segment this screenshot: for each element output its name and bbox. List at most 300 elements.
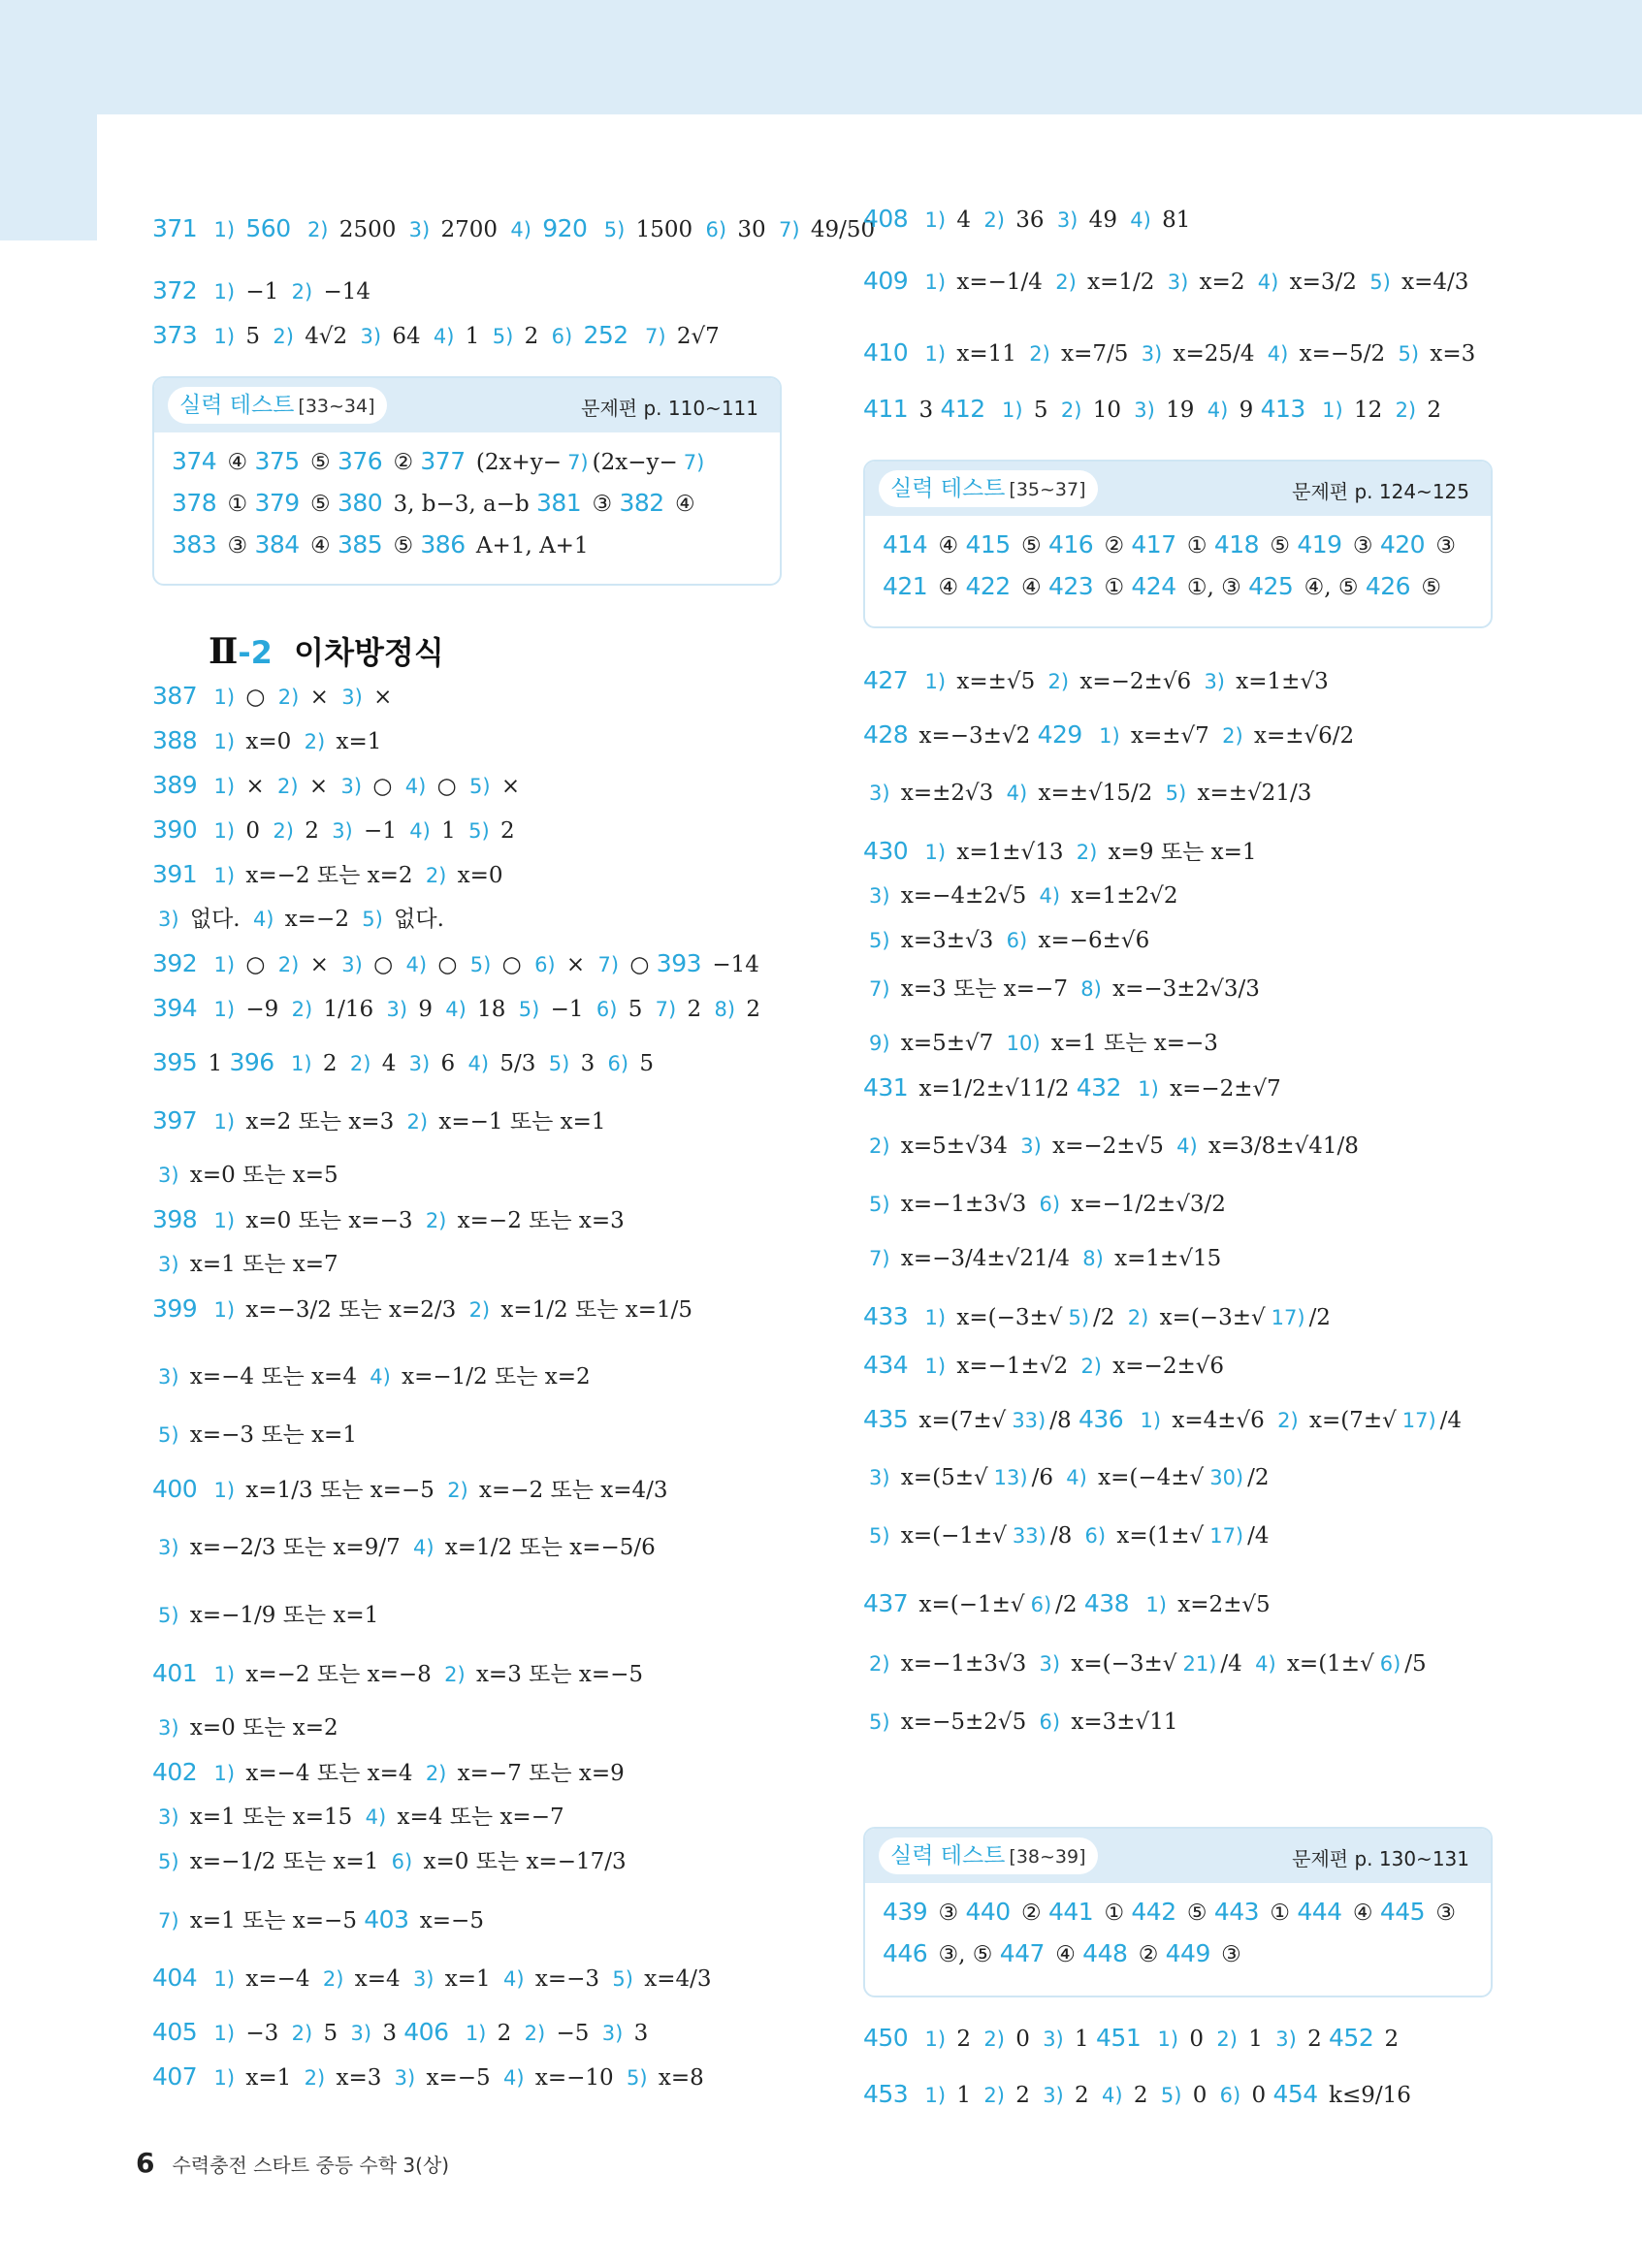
sub-label: 5) xyxy=(626,2066,648,2090)
problem-number: 409 xyxy=(863,267,909,295)
problem-number: 444 xyxy=(1297,1898,1342,1926)
skill-test-box-35-37 xyxy=(863,460,1493,628)
answer-text: 2 xyxy=(1420,398,1442,423)
answer-text: ② xyxy=(1097,533,1132,559)
sub-label: 2) xyxy=(1395,399,1417,422)
answer-text xyxy=(1086,723,1093,749)
answer-text: 5 xyxy=(632,1051,655,1076)
problem-number: 397 xyxy=(152,1106,198,1134)
sub-label: 4) xyxy=(1176,1134,1198,1158)
answer-text: ⑤ xyxy=(1014,533,1048,559)
answer-text: ○ xyxy=(239,952,273,977)
answer-text: 0 xyxy=(239,818,268,844)
answer-line xyxy=(152,1162,338,1189)
problem-number: 412 xyxy=(940,395,985,423)
answer-text: /4 xyxy=(1247,1523,1270,1549)
sub-label: 7) xyxy=(158,1909,179,1933)
answer-text: x=5±√7 xyxy=(893,1031,1001,1056)
sub-label: 1) xyxy=(213,864,236,887)
answer-text: 2 xyxy=(950,2027,979,2052)
answer-text: x=1±2√2 xyxy=(1064,883,1178,909)
answer-text xyxy=(201,1761,208,1786)
answer-text: ③ xyxy=(1345,533,1380,559)
answer-line xyxy=(863,721,1354,750)
answer-text: 3 xyxy=(627,2021,649,2046)
sub-label: 2) xyxy=(468,1298,491,1322)
answer-line xyxy=(172,531,589,559)
answer-text: x=1±√15 xyxy=(1107,1246,1222,1271)
sub-label: 2) xyxy=(277,686,300,709)
answer-text: −1 xyxy=(239,279,286,304)
answer-text: 2700 xyxy=(434,217,505,242)
answer-line xyxy=(863,2081,1411,2109)
answer-text: ② xyxy=(1131,1942,1166,1967)
answer-text: ○ xyxy=(366,952,401,977)
answer-text: x=−4 또는 x=4 xyxy=(182,1364,365,1390)
sub-label: 3) xyxy=(1134,399,1155,422)
problem-number: 451 xyxy=(1096,2024,1142,2052)
answer-text: 2 xyxy=(493,818,515,844)
problem-number: 377 xyxy=(420,447,466,475)
problem-number: 440 xyxy=(965,1898,1011,1926)
sub-label: 3) xyxy=(408,218,431,241)
sub-label: 5) xyxy=(603,218,626,241)
sub-label: 3) xyxy=(1141,342,1163,366)
answer-text: x=−1 또는 x=1 xyxy=(432,1109,606,1134)
answer-text: ③ xyxy=(931,1901,966,1926)
sub-label: 33) xyxy=(1012,1524,1046,1548)
answer-line xyxy=(883,1899,1456,1927)
answer-line xyxy=(152,277,370,305)
answer-text: × xyxy=(366,685,393,710)
sub-label: 3) xyxy=(158,1805,179,1829)
answer-text: 2 xyxy=(490,2021,519,2046)
problem-number: 434 xyxy=(863,1351,909,1379)
answer-text: x=5±√34 xyxy=(893,1134,1015,1159)
answer-text: A+1, A+1 xyxy=(468,533,589,559)
sub-label: 6) xyxy=(1039,1710,1061,1734)
answer-line xyxy=(863,975,1260,1003)
skill-test-label: 실력 테스트 xyxy=(179,393,295,418)
answer-text: ③ xyxy=(220,533,255,559)
answer-line xyxy=(152,1206,625,1234)
answer-text: x=−2±√6 xyxy=(1106,1354,1225,1379)
sub-label: 1) xyxy=(1322,399,1343,422)
answer-text: 5 xyxy=(621,997,650,1022)
answer-text: 0 xyxy=(1185,2083,1214,2108)
answer-text xyxy=(201,729,208,754)
answer-text xyxy=(912,2027,918,2052)
answer-text: −9 xyxy=(239,997,286,1022)
skill-test-header xyxy=(865,1829,1491,1883)
answer-text: x=0 xyxy=(450,863,503,888)
answer-line xyxy=(152,1804,564,1831)
sub-label: 17) xyxy=(1209,1524,1244,1548)
problem-number: 378 xyxy=(172,489,217,517)
answer-text: x=−1±3√3 xyxy=(893,1192,1034,1217)
answer-text: 0 xyxy=(1244,2083,1273,2108)
answer-text xyxy=(201,1662,208,1687)
answer-text: x=−5±2√5 xyxy=(893,1709,1034,1735)
answer-line xyxy=(863,1590,1271,1618)
answer-text: x=−2 또는 x=−8 xyxy=(239,1662,439,1687)
answer-text xyxy=(453,2021,460,2046)
sub-label: 1) xyxy=(1099,724,1120,748)
problem-number: 424 xyxy=(1131,572,1176,600)
answer-text: 2 xyxy=(1300,2027,1330,2052)
sub-label: 4) xyxy=(445,998,467,1021)
answer-text: 없다. xyxy=(182,907,247,932)
answer-line xyxy=(172,490,695,518)
problem-number: 423 xyxy=(1047,572,1094,600)
answer-text: x=1 또는 x=−3 xyxy=(1044,1031,1218,1056)
sub-label: 1) xyxy=(213,819,236,843)
answer-text: × xyxy=(559,952,593,977)
sub-label: 4) xyxy=(413,1536,435,1559)
answer-text: 1/16 xyxy=(316,997,381,1022)
problem-number: 443 xyxy=(1213,1898,1260,1926)
problem-number: 429 xyxy=(1037,720,1082,749)
answer-text: × xyxy=(303,685,337,710)
problem-number: 422 xyxy=(965,572,1011,600)
sub-label: 3) xyxy=(1043,2084,1064,2107)
answer-text: ① xyxy=(1263,1901,1298,1926)
answer-text: × xyxy=(239,774,272,799)
answer-text: ○ xyxy=(431,952,465,977)
answer-text: 2√7 xyxy=(669,324,720,349)
skill-test-page-ref: 문제편 p. 124~125 xyxy=(1292,480,1469,503)
section-roman: Ⅱ xyxy=(209,631,239,672)
answer-line xyxy=(152,950,759,978)
problem-number: 414 xyxy=(883,530,928,559)
answer-text xyxy=(632,324,639,349)
answer-line xyxy=(863,396,1441,424)
answer-text: x=(−3±√ xyxy=(950,1305,1063,1330)
sub-label: 5) xyxy=(158,1423,179,1447)
answer-text: x=−3±√2 xyxy=(912,723,1038,749)
answer-line xyxy=(152,1295,692,1324)
sub-label: 3) xyxy=(341,953,363,976)
answer-text: x=(1±√ xyxy=(1279,1651,1374,1677)
sub-label: 3) xyxy=(1020,1134,1042,1158)
sub-label: 3) xyxy=(601,2022,624,2045)
sub-label: 13) xyxy=(993,1466,1028,1489)
answer-line xyxy=(863,268,1468,296)
answer-text: x=11 xyxy=(950,341,1024,367)
answer-line xyxy=(863,1074,1281,1102)
answer-text: x=−3/4±√21/4 xyxy=(893,1246,1078,1271)
sub-label: 5) xyxy=(869,1193,890,1216)
sub-label: 1) xyxy=(924,342,947,366)
answer-line xyxy=(883,573,1441,601)
sub-label: 5) xyxy=(469,953,492,976)
answer-text: ○ xyxy=(366,774,400,799)
answer-text: x=1±√3 xyxy=(1229,669,1329,694)
answer-text: 1 xyxy=(1240,2027,1271,2052)
answer-text: 9 xyxy=(1232,398,1261,423)
answer-text: x=2 xyxy=(1192,270,1252,295)
answer-text: −14 xyxy=(316,279,371,304)
sub-label: 4) xyxy=(1255,1652,1276,1676)
answer-text: x=25/4 xyxy=(1166,341,1262,367)
sub-label: 1) xyxy=(1157,2028,1179,2051)
answer-text: /2 xyxy=(1308,1305,1331,1330)
answer-line xyxy=(863,2025,1399,2053)
problem-number: 405 xyxy=(152,2018,198,2046)
answer-line xyxy=(152,816,515,845)
answer-text xyxy=(201,1478,208,1503)
answer-text: 4 xyxy=(950,208,979,233)
problem-number: 400 xyxy=(152,1475,198,1503)
answer-text: x=0 또는 x=−3 xyxy=(239,1208,420,1233)
sub-label: 1) xyxy=(465,2022,487,2045)
problem-number: 418 xyxy=(1213,530,1260,559)
answer-line xyxy=(152,1251,338,1278)
answer-line xyxy=(152,772,520,800)
answer-text: k≤9/16 xyxy=(1321,2083,1411,2108)
sub-label: 1) xyxy=(213,325,236,348)
sub-label: 4) xyxy=(1130,208,1151,232)
answer-text: ④ xyxy=(1345,1901,1380,1926)
answer-text: ③ xyxy=(1429,1901,1456,1926)
answer-text: x=1/3 또는 x=−5 xyxy=(239,1478,442,1503)
problem-number: 446 xyxy=(883,1939,928,1967)
answer-text: x=−1/2±√3/2 xyxy=(1064,1192,1226,1217)
page-number: 6 xyxy=(136,2147,155,2179)
problem-number: 421 xyxy=(883,572,928,600)
answer-text xyxy=(201,279,208,304)
answer-text xyxy=(201,1208,208,1233)
problem-number: 387 xyxy=(152,682,198,710)
skill-test-page-ref: 문제편 p. 110~111 xyxy=(581,397,758,420)
answer-text: −14 xyxy=(705,952,759,977)
sub-label: 8) xyxy=(1080,977,1102,1001)
answer-text: ④ xyxy=(303,533,338,559)
answer-text: /2 xyxy=(1093,1305,1122,1330)
sub-label: 2) xyxy=(983,2028,1005,2051)
sub-label: 1) xyxy=(924,271,947,294)
problem-number: 453 xyxy=(863,2080,909,2108)
sub-label: 2) xyxy=(1060,399,1082,422)
answer-text: x=−1±√2 xyxy=(950,1354,1076,1379)
sub-label: 6) xyxy=(551,325,573,348)
page-footer xyxy=(136,2147,449,2179)
answer-text: 49/50 xyxy=(803,217,876,242)
answer-text: ③ xyxy=(585,492,620,517)
answer-text: ④, ⑤ xyxy=(1297,575,1366,600)
answer-line xyxy=(883,531,1456,559)
answer-text: x=−2 또는 x=3 xyxy=(450,1208,625,1233)
sub-label: 4) xyxy=(409,819,431,843)
answer-text xyxy=(201,324,208,349)
problem-number: 371 xyxy=(152,214,198,242)
answer-text: ④ xyxy=(1014,575,1048,600)
problem-number: 411 xyxy=(863,395,909,423)
answer-text: x=−1/2 또는 x=2 xyxy=(394,1364,591,1390)
answer-text: x=4 또는 x=−7 xyxy=(390,1805,564,1830)
answer-line xyxy=(863,1191,1226,1218)
sub-label: 7) xyxy=(567,451,589,474)
answer-text: × xyxy=(494,774,521,799)
answer-text: x=8 xyxy=(651,2065,704,2091)
sub-label: 5) xyxy=(869,929,890,952)
answer-text: 3, b−3, a−b xyxy=(386,492,536,517)
problem-number: 404 xyxy=(152,1964,198,1992)
problem-number: 401 xyxy=(152,1659,198,1687)
sub-label: 3) xyxy=(1204,670,1225,693)
sub-label: 1) xyxy=(213,218,236,241)
problem-number: 436 xyxy=(1078,1405,1124,1433)
sub-label: 2) xyxy=(291,998,313,1021)
skill-test-title xyxy=(879,470,1098,507)
answer-text: x=−3/2 또는 x=2/3 xyxy=(239,1297,464,1323)
sub-label: 2) xyxy=(425,1762,447,1785)
answer-text: 64 xyxy=(385,324,428,349)
sub-label: 2) xyxy=(869,1134,890,1158)
answer-text: x=4±√6 xyxy=(1165,1408,1272,1433)
answer-text: ① xyxy=(1179,533,1214,559)
book-title: 수력충전 스타트 중등 수학 3(상) xyxy=(172,2154,450,2177)
answer-text: x=1 xyxy=(437,1966,498,1992)
answer-text: −1 xyxy=(356,818,404,844)
answer-line xyxy=(863,206,1190,234)
answer-text: 1 xyxy=(201,1051,230,1076)
sub-label: 7) xyxy=(644,325,666,348)
answer-text: 0 xyxy=(1182,2027,1211,2052)
answer-text xyxy=(912,2083,918,2108)
problem-number: 419 xyxy=(1297,530,1342,559)
problem-number: 920 xyxy=(542,214,588,242)
problem-number: 390 xyxy=(152,815,198,844)
sub-label: 1) xyxy=(213,1110,236,1134)
answer-text: ⑤ xyxy=(1179,1901,1214,1926)
answer-text: ○ xyxy=(623,952,657,977)
problem-number: 413 xyxy=(1260,395,1305,423)
sub-label: 2) xyxy=(277,775,299,798)
corner-decoration xyxy=(0,114,97,240)
problem-number: 425 xyxy=(1248,572,1294,600)
answer-text: /8 xyxy=(1049,1523,1079,1549)
sub-label: 3) xyxy=(158,908,179,931)
answer-text xyxy=(912,208,918,233)
answer-text: x=3 xyxy=(329,2065,389,2091)
sub-label: 4) xyxy=(1039,884,1061,908)
answer-text: 1 xyxy=(458,324,487,349)
problem-number: 439 xyxy=(883,1898,928,1926)
problem-number: 373 xyxy=(152,321,198,349)
answer-line xyxy=(152,727,381,755)
problem-number: 416 xyxy=(1047,530,1094,559)
problem-number: 393 xyxy=(656,949,702,977)
answer-text: x=−2 또는 x=2 xyxy=(239,863,420,888)
answer-text: x=3±√11 xyxy=(1064,1709,1178,1735)
answer-text: ① xyxy=(220,492,255,517)
problem-number: 426 xyxy=(1365,572,1411,600)
problem-number: 417 xyxy=(1131,530,1176,559)
sub-label: 5) xyxy=(468,819,490,843)
answer-line xyxy=(863,1133,1359,1160)
answer-text: x=−1/2 또는 x=1 xyxy=(182,1849,386,1874)
answer-text: 19 xyxy=(1158,398,1202,423)
answer-text: 1 xyxy=(434,818,464,844)
sub-label: 4) xyxy=(1102,2084,1123,2107)
problem-number: 407 xyxy=(152,2062,198,2091)
answer-text xyxy=(1127,1408,1134,1433)
sub-label: 21) xyxy=(1182,1652,1217,1676)
answer-line xyxy=(152,906,444,933)
sub-label: 2) xyxy=(406,1110,429,1134)
answer-line xyxy=(152,995,760,1023)
answer-text: /2 xyxy=(1055,1592,1084,1617)
answer-line xyxy=(152,861,503,889)
answer-text: x=7/5 xyxy=(1053,341,1136,367)
sub-label: 2) xyxy=(322,1967,344,1991)
answer-text: 2 xyxy=(517,324,546,349)
skill-test-title xyxy=(168,387,387,424)
skill-test-box-38-39 xyxy=(863,1827,1493,1997)
sub-label: 1) xyxy=(1145,1593,1167,1616)
skill-test-range: [38~39] xyxy=(1009,1846,1086,1868)
answer-text: 2 xyxy=(1067,2083,1097,2108)
sub-label: 6) xyxy=(1084,1524,1107,1548)
answer-text xyxy=(912,1305,918,1330)
section-title xyxy=(209,628,444,673)
sub-label: 5) xyxy=(1160,2084,1182,2107)
problem-number: 374 xyxy=(172,447,217,475)
sub-label: 2) xyxy=(1047,670,1070,693)
answer-text: x=3±√3 xyxy=(893,928,1001,953)
answer-text: x=−4 xyxy=(239,1966,317,1992)
answer-text: x=(7±√ xyxy=(912,1408,1007,1433)
sub-label: 3) xyxy=(158,1365,179,1389)
answer-text: ④ xyxy=(220,450,255,475)
answer-text xyxy=(1125,1076,1132,1102)
sub-label: 4) xyxy=(404,775,427,798)
answer-line xyxy=(863,1650,1427,1677)
answer-text: 2 xyxy=(1126,2083,1155,2108)
problem-number: 450 xyxy=(863,2024,909,2052)
problem-number: 437 xyxy=(863,1589,909,1617)
sub-label: 5) xyxy=(492,325,514,348)
skill-test-header xyxy=(865,462,1491,516)
problem-number: 410 xyxy=(863,338,909,367)
answer-text: x=±√5 xyxy=(950,669,1043,694)
answer-line xyxy=(152,215,875,243)
sub-label: 5) xyxy=(1068,1306,1090,1329)
answer-line xyxy=(152,1848,627,1875)
answer-text xyxy=(278,1051,285,1076)
answer-text: ③, ⑤ xyxy=(931,1942,1000,1967)
answer-text: x=3/8±√41/8 xyxy=(1201,1134,1359,1159)
answer-text xyxy=(201,685,208,710)
answer-text: x=−3 또는 x=1 xyxy=(182,1422,357,1448)
skill-test-header xyxy=(154,378,780,432)
answer-line xyxy=(863,838,1256,866)
answer-line xyxy=(863,1352,1224,1380)
sub-label: 8) xyxy=(714,998,736,1021)
answer-line xyxy=(863,1245,1221,1272)
sub-label: 7) xyxy=(655,998,677,1021)
answer-line xyxy=(152,1049,654,1077)
problem-number: 388 xyxy=(152,726,198,754)
sub-label: 5) xyxy=(469,775,491,798)
answer-text: 2 xyxy=(315,1051,344,1076)
answer-text xyxy=(201,217,208,242)
answer-text: ④ xyxy=(931,575,966,600)
sub-label: 4) xyxy=(510,218,531,241)
answer-text: /4 xyxy=(1439,1408,1463,1433)
sub-label: 3) xyxy=(350,2022,372,2045)
